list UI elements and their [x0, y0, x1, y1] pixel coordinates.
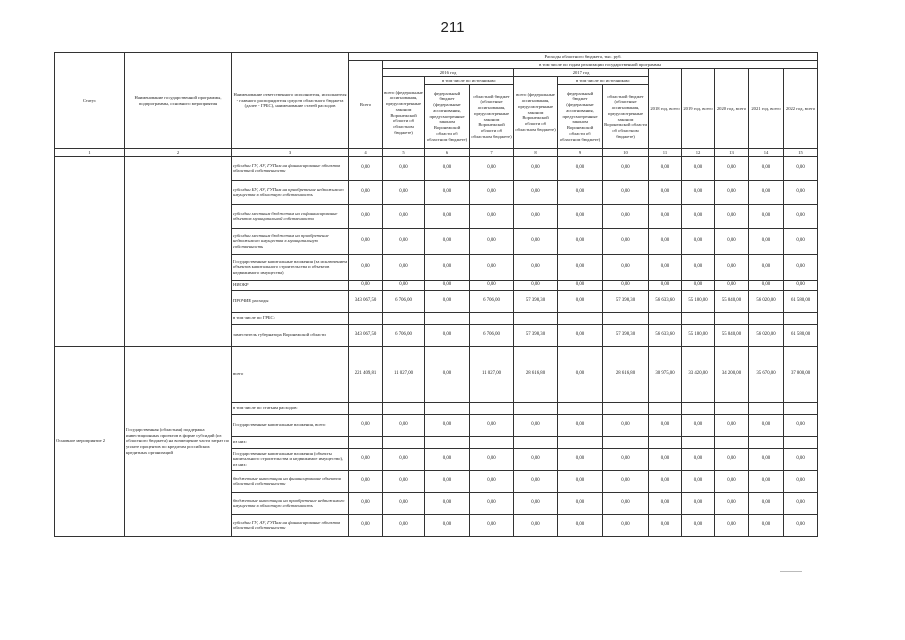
value-cell: 0,00: [682, 280, 715, 290]
header-2017-federal: федеральный бюджет (федеральные ассигнования, предусмотренные законом Воронежской области об областном бюджете): [558, 85, 603, 149]
value-cell: 0,00: [603, 514, 649, 536]
value-cell: 0,00: [649, 204, 682, 228]
value-cell: 0,00: [682, 156, 715, 180]
value-cell: 0,00: [682, 448, 715, 470]
value-cell: 0,00: [749, 414, 784, 436]
header-2016-regional: областной бюджет (областные ассигнования, предусмотренные законом Воронежской области об областном бюджете): [470, 85, 514, 149]
value-cell: 0,00: [470, 156, 514, 180]
value-cell: 0,00: [784, 470, 818, 492]
value-cell: 0,00: [749, 204, 784, 228]
value-cell: 0,00: [558, 324, 603, 346]
value-cell: [558, 402, 603, 414]
value-cell: 0,00: [383, 514, 425, 536]
value-cell: 0,00: [603, 156, 649, 180]
value-cell: [383, 436, 425, 448]
value-cell: 0,00: [558, 290, 603, 312]
value-cell: 11 027,00: [383, 346, 425, 402]
value-cell: 0,00: [470, 414, 514, 436]
value-cell: 0,00: [514, 514, 558, 536]
value-cell: [715, 312, 749, 324]
header-2016-federal: федеральный бюджет (федеральные ассигнования, предусмотренные законом Воронежской области об областном бюджете): [425, 85, 470, 149]
value-cell: 343 067,50: [349, 290, 383, 312]
expense-item-label: субсидии ГУ, АУ, ГУПам на финансирование объектов областной собственности: [232, 514, 349, 536]
column-index: 4: [349, 149, 383, 157]
value-cell: 0,00: [558, 448, 603, 470]
expense-item-label: субсидии БУ, АУ, ГУПам на приобретение недвижимого имущества в областную собственность: [232, 180, 349, 204]
expense-item-label: субсидии местным бюджетам на софинансирование объектов муниципальной собственности: [232, 204, 349, 228]
value-cell: 0,00: [425, 470, 470, 492]
value-cell: 6 706,00: [470, 324, 514, 346]
value-cell: 0,00: [749, 448, 784, 470]
value-cell: [749, 402, 784, 414]
value-cell: [603, 402, 649, 414]
header-2019: 2019 год, всего: [682, 69, 715, 149]
value-cell: 0,00: [749, 254, 784, 280]
header-2016-total: всего (федеральные ассигнования, предусмотренные законом Воронежской области об областном бюджете): [383, 77, 425, 149]
table-row: [55, 156, 818, 180]
value-cell: [682, 436, 715, 448]
expense-item-label: заместитель губернатора Воронежской области: [232, 324, 349, 346]
status-cell: Основное мероприятие 2: [55, 346, 125, 536]
value-cell: 0,00: [715, 180, 749, 204]
table-header: [55, 53, 818, 157]
value-cell: 0,00: [470, 204, 514, 228]
value-cell: 0,00: [383, 180, 425, 204]
value-cell: 56 633,60: [649, 290, 682, 312]
value-cell: 57 398,30: [603, 324, 649, 346]
value-cell: 0,00: [470, 280, 514, 290]
value-cell: 0,00: [558, 254, 603, 280]
value-cell: 6 706,00: [470, 290, 514, 312]
value-cell: [349, 402, 383, 414]
value-cell: 0,00: [558, 156, 603, 180]
value-cell: 0,00: [383, 156, 425, 180]
page-number: 211: [440, 19, 465, 36]
value-cell: [603, 312, 649, 324]
header-2021: 2021 год, всего: [749, 69, 784, 149]
value-cell: 56 020,00: [749, 324, 784, 346]
value-cell: [649, 312, 682, 324]
value-cell: 0,00: [514, 254, 558, 280]
value-cell: 0,00: [383, 470, 425, 492]
header-2018: 2018 год, всего: [649, 69, 682, 149]
value-cell: 0,00: [558, 346, 603, 402]
value-cell: 30 975,00: [649, 346, 682, 402]
column-index: 7: [470, 149, 514, 157]
value-cell: 61 580,00: [784, 290, 818, 312]
column-index: 6: [425, 149, 470, 157]
value-cell: 0,00: [649, 414, 682, 436]
column-index: 3: [232, 149, 349, 157]
value-cell: 0,00: [649, 448, 682, 470]
value-cell: 0,00: [558, 228, 603, 254]
header-program-note: в том числе по годам реализации государственной программы: [383, 61, 818, 69]
value-cell: [514, 436, 558, 448]
value-cell: [558, 436, 603, 448]
value-cell: 0,00: [715, 414, 749, 436]
value-cell: 0,00: [682, 180, 715, 204]
expense-item-label: в том числе по ГРБС:: [232, 312, 349, 324]
value-cell: 0,00: [558, 470, 603, 492]
value-cell: 55 840,00: [715, 324, 749, 346]
value-cell: 0,00: [749, 228, 784, 254]
value-cell: 0,00: [470, 228, 514, 254]
expense-item-label: ПРОЧИЕ расходы: [232, 290, 349, 312]
value-cell: 0,00: [425, 156, 470, 180]
value-cell: 0,00: [425, 346, 470, 402]
value-cell: 0,00: [682, 470, 715, 492]
column-index: 9: [558, 149, 603, 157]
value-cell: [649, 402, 682, 414]
value-cell: 0,00: [682, 514, 715, 536]
column-index: 11: [649, 149, 682, 157]
value-cell: 0,00: [514, 448, 558, 470]
value-cell: 0,00: [558, 180, 603, 204]
value-cell: 0,00: [649, 280, 682, 290]
value-cell: 0,00: [470, 470, 514, 492]
value-cell: 0,00: [603, 414, 649, 436]
value-cell: 0,00: [558, 492, 603, 514]
column-index: 12: [682, 149, 715, 157]
value-cell: [682, 312, 715, 324]
table-body: [55, 156, 818, 536]
value-cell: 0,00: [558, 514, 603, 536]
value-cell: 0,00: [558, 280, 603, 290]
value-cell: 0,00: [649, 492, 682, 514]
expense-item-label: Государственные капитальные вложения (за исключением объектов капитального строительства и объектов недвижимого имущества): [232, 254, 349, 280]
header-2017-regional: областной бюджет (областные ассигнования, предусмотренные законом Воронежской области об областном бюджете): [603, 85, 649, 149]
value-cell: 61 580,00: [784, 324, 818, 346]
header-2022: 2022 год, всего: [784, 69, 818, 149]
value-cell: 0,00: [470, 514, 514, 536]
program-name-cell: Государственная (областная) поддержка инвестиционных проектов в форме субсидий (из областного бюджета) на возмещение части затрат по уплате процентов по кредитам российских кредитных организаций: [125, 346, 232, 536]
header-year-2017: 2017 год: [514, 69, 649, 77]
value-cell: 0,00: [425, 492, 470, 514]
value-cell: 0,00: [784, 492, 818, 514]
value-cell: 0,00: [425, 228, 470, 254]
value-cell: 0,00: [470, 254, 514, 280]
value-cell: 0,00: [558, 414, 603, 436]
value-cell: 0,00: [784, 156, 818, 180]
value-cell: [470, 402, 514, 414]
expense-item-label: Государственные капитальные вложения, всего: [232, 414, 349, 436]
value-cell: 0,00: [470, 448, 514, 470]
value-cell: [470, 312, 514, 324]
value-cell: [715, 436, 749, 448]
value-cell: 0,00: [784, 254, 818, 280]
header-2020: 2020 год, всего: [715, 69, 749, 149]
value-cell: [749, 312, 784, 324]
value-cell: 0,00: [514, 204, 558, 228]
value-cell: 0,00: [715, 470, 749, 492]
value-cell: 0,00: [682, 492, 715, 514]
value-cell: [425, 402, 470, 414]
column-index: 5: [383, 149, 425, 157]
value-cell: [383, 312, 425, 324]
value-cell: 56 020,00: [749, 290, 784, 312]
value-cell: [749, 436, 784, 448]
value-cell: 0,00: [784, 514, 818, 536]
value-cell: 6 706,00: [383, 324, 425, 346]
header-responsible: Наименование ответственного исполнителя, исполнителя - главного распорядителя средств областного бюджета (далее - ГРБС), наименование статей расходов: [232, 53, 349, 149]
header-2017-total: всего (федеральные ассигнования, предусмотренные законом Воронежской области об областном бюджете): [514, 77, 558, 149]
value-cell: 0,00: [649, 228, 682, 254]
value-cell: 0,00: [715, 448, 749, 470]
value-cell: [425, 312, 470, 324]
value-cell: [349, 436, 383, 448]
header-vsego: Всего: [349, 61, 383, 149]
value-cell: 55 180,00: [682, 324, 715, 346]
value-cell: [649, 436, 682, 448]
value-cell: 55 180,00: [682, 290, 715, 312]
value-cell: 0,00: [649, 254, 682, 280]
value-cell: 0,00: [603, 280, 649, 290]
value-cell: [470, 436, 514, 448]
value-cell: 0,00: [349, 280, 383, 290]
value-cell: 0,00: [425, 280, 470, 290]
value-cell: 35 670,00: [749, 346, 784, 402]
value-cell: 57 398,30: [514, 324, 558, 346]
value-cell: 0,00: [603, 228, 649, 254]
expense-item-label: субсидии ГУ, АУ, ГУПам на финансирование объектов областной собственности: [232, 156, 349, 180]
value-cell: 0,00: [425, 514, 470, 536]
value-cell: 0,00: [349, 228, 383, 254]
value-cell: 0,00: [383, 492, 425, 514]
value-cell: [383, 402, 425, 414]
value-cell: 0,00: [514, 228, 558, 254]
value-cell: 0,00: [682, 204, 715, 228]
value-cell: 57 398,30: [514, 290, 558, 312]
column-index: 2: [125, 149, 232, 157]
value-cell: [558, 312, 603, 324]
value-cell: 0,00: [715, 228, 749, 254]
value-cell: 0,00: [425, 204, 470, 228]
value-cell: 0,00: [383, 228, 425, 254]
value-cell: 0,00: [425, 254, 470, 280]
value-cell: 0,00: [603, 448, 649, 470]
value-cell: 0,00: [558, 204, 603, 228]
header-2017-sources: в том числе по источникам:: [558, 77, 649, 85]
column-index: 14: [749, 149, 784, 157]
value-cell: 0,00: [649, 514, 682, 536]
value-cell: [784, 436, 818, 448]
value-cell: 0,00: [425, 180, 470, 204]
expense-item-label: бюджетные инвестиции на приобретение недвижимого имущества в областную собственность: [232, 492, 349, 514]
value-cell: 0,00: [349, 470, 383, 492]
value-cell: 28 616,80: [514, 346, 558, 402]
value-cell: 0,00: [425, 324, 470, 346]
value-cell: 37 800,00: [784, 346, 818, 402]
value-cell: 0,00: [514, 414, 558, 436]
value-cell: 0,00: [649, 470, 682, 492]
column-index: 8: [514, 149, 558, 157]
value-cell: 0,00: [349, 492, 383, 514]
value-cell: 0,00: [682, 414, 715, 436]
value-cell: 343 067,50: [349, 324, 383, 346]
expense-item-label: из них:: [232, 436, 349, 448]
value-cell: 0,00: [784, 204, 818, 228]
value-cell: 0,00: [682, 228, 715, 254]
value-cell: 0,00: [784, 280, 818, 290]
value-cell: 0,00: [349, 514, 383, 536]
value-cell: 0,00: [470, 180, 514, 204]
value-cell: [425, 436, 470, 448]
scan-mark: [780, 571, 802, 572]
column-index: 1: [55, 149, 125, 157]
value-cell: 6 706,00: [383, 290, 425, 312]
value-cell: 0,00: [514, 280, 558, 290]
expense-item-label: НИОКР: [232, 280, 349, 290]
value-cell: 0,00: [383, 280, 425, 290]
value-cell: 0,00: [383, 448, 425, 470]
value-cell: 0,00: [715, 280, 749, 290]
expense-item-label: субсидии местным бюджетам на приобретение недвижимого имущества в муниципальную собственность: [232, 228, 349, 254]
value-cell: 0,00: [349, 254, 383, 280]
value-cell: 0,00: [784, 448, 818, 470]
value-cell: 0,00: [514, 180, 558, 204]
value-cell: 0,00: [349, 414, 383, 436]
status-cell: [55, 156, 125, 346]
value-cell: [682, 402, 715, 414]
table-row: [55, 346, 818, 402]
value-cell: [514, 402, 558, 414]
value-cell: 0,00: [425, 414, 470, 436]
column-index-row: [55, 149, 818, 157]
expense-item-label: Государственные капитальные вложения (объекты капитального строительства и недвижимое имущество), из них:: [232, 448, 349, 470]
header-expenses-title: Расходы областного бюджета, тыс. руб.: [349, 53, 818, 61]
column-index: 13: [715, 149, 749, 157]
column-index: 10: [603, 149, 649, 157]
value-cell: 0,00: [349, 156, 383, 180]
program-name-cell: [125, 156, 232, 346]
value-cell: 0,00: [749, 280, 784, 290]
value-cell: 0,00: [715, 204, 749, 228]
value-cell: 34 200,00: [715, 346, 749, 402]
value-cell: 33 420,00: [682, 346, 715, 402]
value-cell: 0,00: [749, 180, 784, 204]
value-cell: [784, 402, 818, 414]
value-cell: 0,00: [784, 180, 818, 204]
expense-item-label: всего: [232, 346, 349, 402]
value-cell: 0,00: [715, 156, 749, 180]
value-cell: 0,00: [784, 228, 818, 254]
value-cell: 0,00: [383, 254, 425, 280]
value-cell: 0,00: [514, 492, 558, 514]
value-cell: 0,00: [425, 448, 470, 470]
value-cell: 0,00: [715, 492, 749, 514]
value-cell: 0,00: [682, 254, 715, 280]
header-2016-sources: в том числе по источникам:: [425, 77, 514, 85]
value-cell: 0,00: [383, 204, 425, 228]
value-cell: 0,00: [514, 470, 558, 492]
value-cell: [514, 312, 558, 324]
value-cell: 28 616,80: [603, 346, 649, 402]
value-cell: 0,00: [603, 204, 649, 228]
value-cell: 56 633,60: [649, 324, 682, 346]
value-cell: 0,00: [715, 254, 749, 280]
value-cell: 11 027,00: [470, 346, 514, 402]
value-cell: [784, 312, 818, 324]
value-cell: 0,00: [514, 156, 558, 180]
value-cell: 0,00: [749, 470, 784, 492]
value-cell: 0,00: [649, 156, 682, 180]
value-cell: 0,00: [349, 204, 383, 228]
value-cell: 0,00: [715, 514, 749, 536]
value-cell: [603, 436, 649, 448]
value-cell: 0,00: [349, 448, 383, 470]
value-cell: 0,00: [603, 492, 649, 514]
value-cell: 0,00: [383, 414, 425, 436]
value-cell: 0,00: [603, 254, 649, 280]
value-cell: 0,00: [649, 180, 682, 204]
column-index: 15: [784, 149, 818, 157]
value-cell: 0,00: [470, 492, 514, 514]
header-year-2016: 2016 год: [383, 69, 514, 77]
header-program-name: Наименование государственной программы, подпрограммы, основного мероприятия: [125, 53, 232, 149]
value-cell: 0,00: [603, 180, 649, 204]
value-cell: 0,00: [749, 492, 784, 514]
header-status: Статус: [55, 53, 125, 149]
expense-item-label: бюджетные инвестиции на финансирование объектов областной собственности: [232, 470, 349, 492]
value-cell: [715, 402, 749, 414]
budget-table: [54, 52, 818, 537]
value-cell: 55 840,00: [715, 290, 749, 312]
value-cell: 0,00: [425, 290, 470, 312]
value-cell: 0,00: [349, 180, 383, 204]
value-cell: 57 398,30: [603, 290, 649, 312]
value-cell: 0,00: [603, 470, 649, 492]
value-cell: 0,00: [749, 156, 784, 180]
value-cell: 0,00: [784, 414, 818, 436]
value-cell: [349, 312, 383, 324]
value-cell: 0,00: [749, 514, 784, 536]
value-cell: 221 409,81: [349, 346, 383, 402]
expense-item-label: в том числе по статьям расходов:: [232, 402, 349, 414]
